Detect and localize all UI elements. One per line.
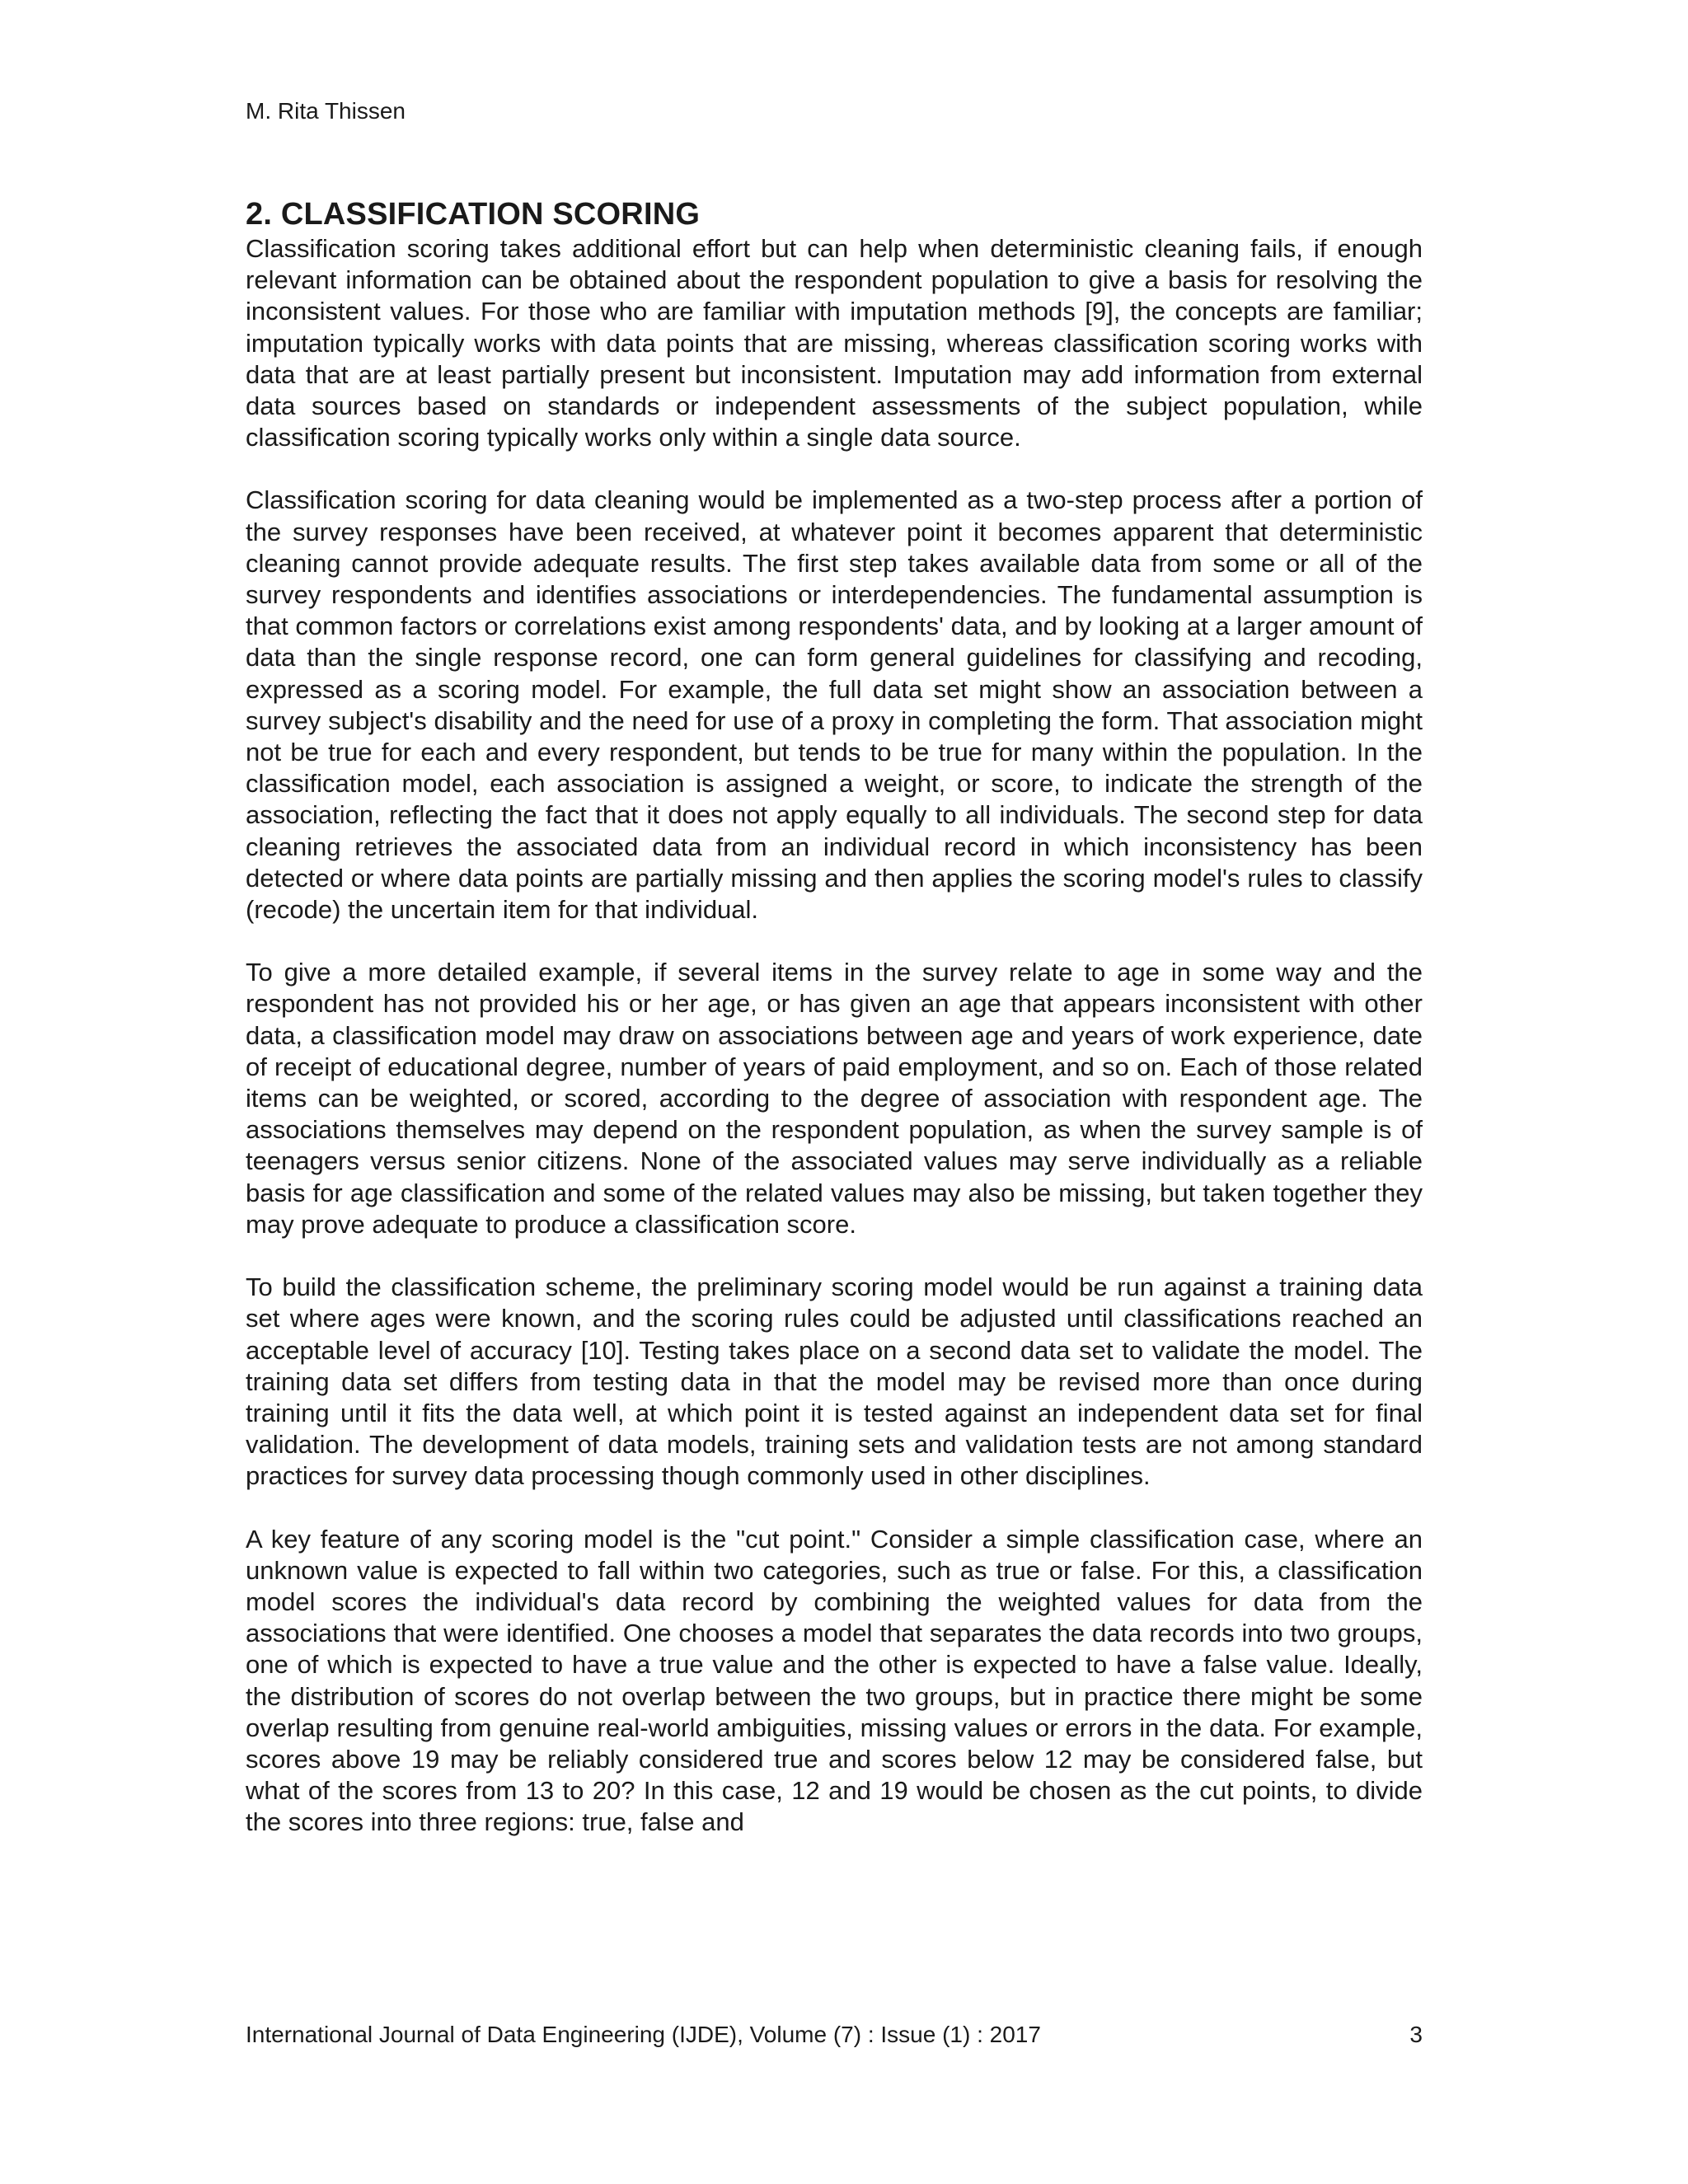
page-number: 3 bbox=[1409, 2022, 1423, 2047]
section-heading: 2. CLASSIFICATION SCORING bbox=[246, 197, 701, 232]
paragraph-4: To build the classification scheme, the preliminary scoring model would be run against a training data set where ages were known, and the scoring rules could be adjusted until classifications reached an acceptable level of accuracy [10]. Testing takes place on a second data set to validate the model. The training data set differs from testing data in that the model may be revised more than once during training until it fits the data well, at which point it is tested against an independent data set for final validation. The development of data models, training sets and validation tests are not among standard practices for survey data processing though commonly used in other disciplines. bbox=[246, 1272, 1423, 1491]
footer-journal-citation: International Journal of Data Engineering (IJDE), Volume (7) : Issue (1) : 2017 bbox=[246, 2022, 1041, 2047]
paragraph-3: To give a more detailed example, if several items in the survey relate to age in some way and the respondent has not provided his or her age, or has given an age that appears inconsistent with other data, a classification model may draw on associations between age and years of work experience, date of receipt of educational degree, number of years of paid employment, and so on. Each of those related items can be weighted, or scored, according to the degree of association with respondent age. The associations themselves may depend on the respondent population, as when the survey sample is of teenagers versus senior citizens. None of the associated values may serve individually as a reliable basis for age classification and some of the related values may also be missing, but taken together they may prove adequate to produce a classification score. bbox=[246, 958, 1423, 1239]
section-body bbox=[246, 196, 1423, 1870]
paragraph-2: Classification scoring for data cleaning would be implemented as a two-step process after a portion of the survey responses have been received, at whatever point it becomes apparent that deterministic cleaning cannot provide adequate results. The first step takes available data from some or all of the survey respondents and identifies associations or interdependencies. The fundamental assumption is that common factors or correlations exist among respondents' data, and by looking at a larger amount of data than the single response record, one can form general guidelines for classifying and recoding, expressed as a scoring model. For example, the full data set might show an association between a survey subject's disability and the need for use of a proxy in completing the form. That association might not be true for each and every respondent, but tends to be true for many within the population. In the classification model, each association is assigned a weight, or score, to indicate the strength of the association, reflecting the fact that it does not apply equally to all individuals. The second step for data cleaning retrieves the associated data from an individual record in which inconsistency has been detected or where data points are partially missing and then applies the scoring model's rules to classify (recode) the uncertain item for that individual. bbox=[246, 485, 1423, 925]
page-footer bbox=[246, 2021, 1423, 2049]
paragraph-1: Classification scoring takes additional effort but can help when deterministic cleaning fails, if enough relevant information can be obtained about the respondent population to give a basis for resolving the inconsistent values. For those who are familiar with imputation methods [9], the concepts are familiar; imputation typically works with data points that are missing, whereas classification scoring works with data that are at least partially present but inconsistent. Imputation may add information from external data sources based on standards or independent assessments of the subject population, while classification scoring typically works only within a single data source. bbox=[246, 234, 1423, 452]
running-header-author: M. Rita Thissen bbox=[246, 98, 406, 124]
paragraph-5: A key feature of any scoring model is the "cut point." Consider a simple classification case, where an unknown value is expected to fall within two categories, such as true or false. For this, a classification model scores the individual's data record by combining the weighted values for data from the associations that were identified. One chooses a model that separates the data records into two groups, one of which is expected to have a true value and the other is expected to have a false value. Ideally, the distribution of scores do not overlap between the two groups, but in practice there might be some overlap resulting from genuine real-world ambiguities, missing values or errors in the data. For example, scores above 19 may be reliably considered true and scores below 12 may be considered false, but what of the scores from 13 to 20? In this case, 12 and 19 would be chosen as the cut points, to divide the scores into three regions: true, false and bbox=[246, 1524, 1423, 1837]
